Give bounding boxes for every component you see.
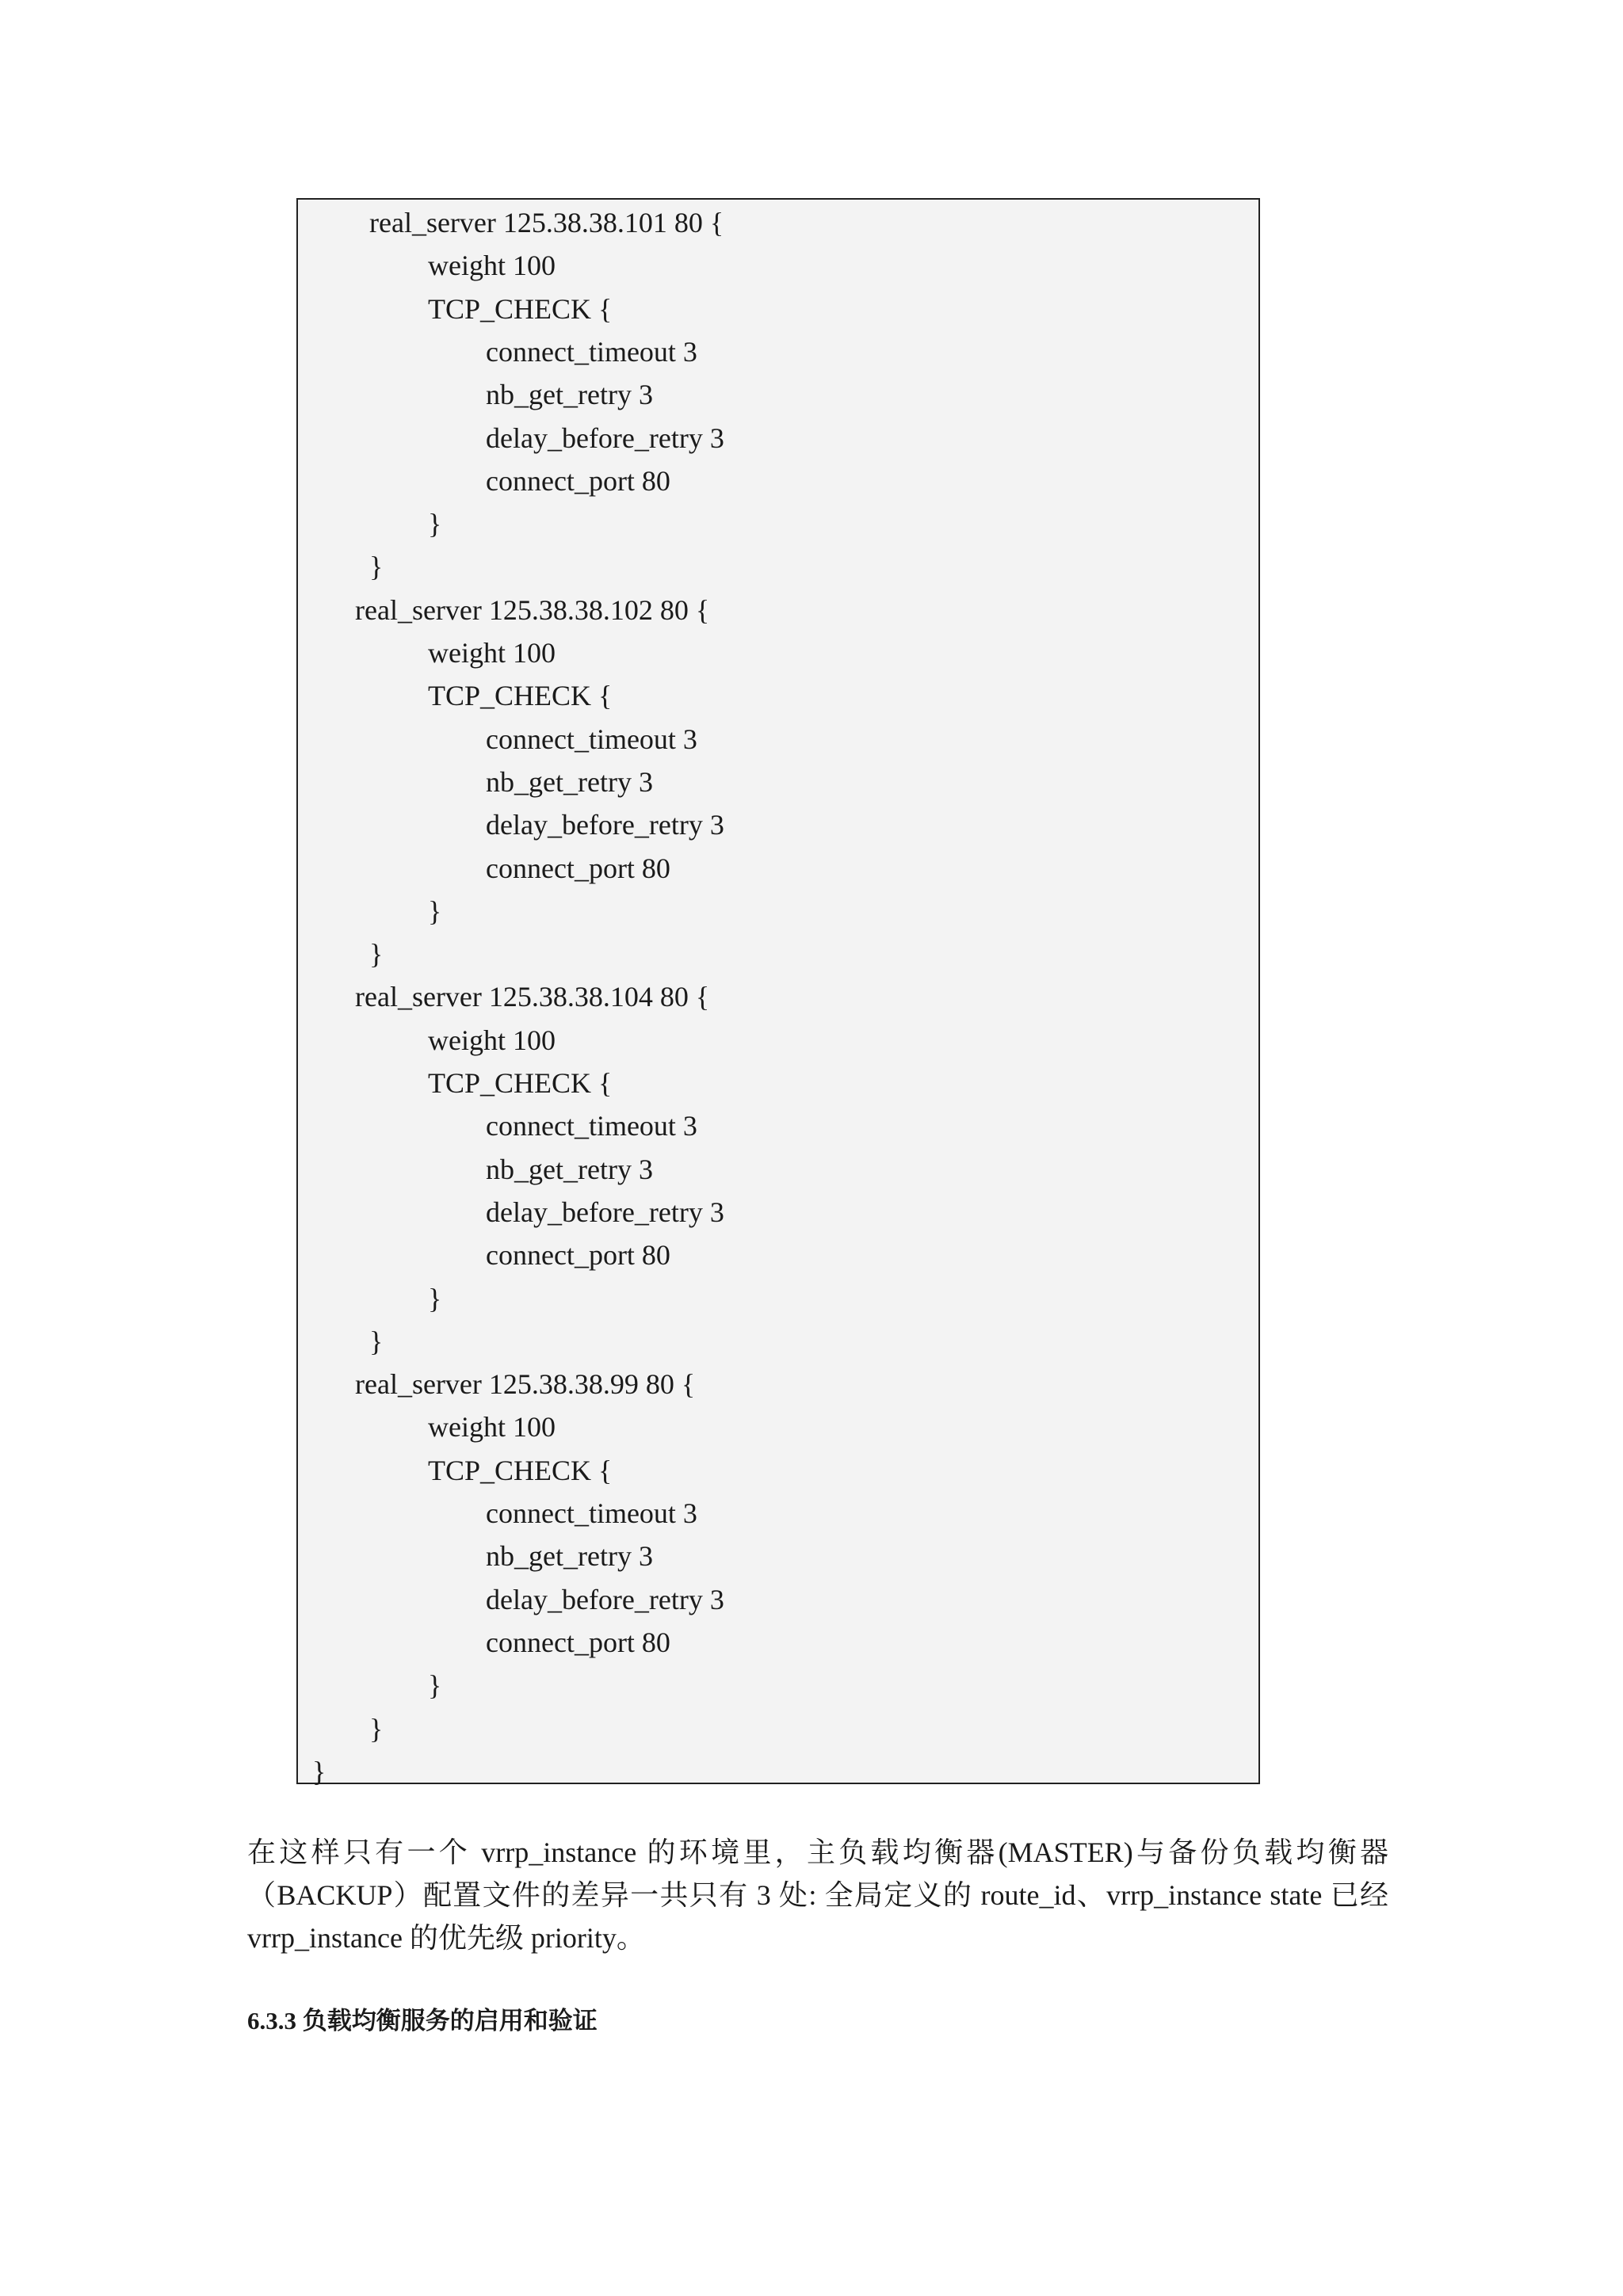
code-line: nb_get_retry 3 bbox=[486, 766, 653, 798]
code-line: } bbox=[312, 1756, 327, 1787]
code-line: } bbox=[428, 895, 442, 927]
body-paragraph-line-2: （BACKUP）配置文件的差异一共只有 3 处: 全局定义的 route_id、vrrp_instance state 已经 bbox=[247, 1879, 1388, 1911]
code-line: delay_before_retry 3 bbox=[486, 422, 724, 454]
code-line: } bbox=[428, 1669, 442, 1701]
code-line: } bbox=[428, 508, 442, 540]
code-line: weight 100 bbox=[428, 250, 556, 281]
code-line: TCP_CHECK { bbox=[428, 1455, 613, 1486]
code-line: TCP_CHECK { bbox=[428, 1067, 613, 1099]
code-line: } bbox=[369, 551, 384, 582]
code-line: } bbox=[369, 1713, 384, 1745]
code-line: TCP_CHECK { bbox=[428, 680, 613, 711]
body-paragraph-line-1: 在这样只有一个 vrrp_instance 的环境里，主负载均衡器(MASTER)与备份负载均衡器 bbox=[247, 1836, 1388, 1868]
body-paragraph-line-3: vrrp_instance 的优先级 priority。 bbox=[247, 1922, 645, 1954]
code-line: } bbox=[428, 1283, 442, 1314]
code-line: real_server 125.38.38.104 80 { bbox=[355, 981, 710, 1013]
code-line: delay_before_retry 3 bbox=[486, 1196, 724, 1228]
code-line: } bbox=[369, 1325, 384, 1357]
code-line: nb_get_retry 3 bbox=[486, 379, 653, 410]
code-line: nb_get_retry 3 bbox=[486, 1154, 653, 1185]
code-line: connect_port 80 bbox=[486, 465, 670, 497]
code-line: nb_get_retry 3 bbox=[486, 1540, 653, 1572]
code-line: connect_timeout 3 bbox=[486, 723, 697, 755]
code-line: connect_timeout 3 bbox=[486, 336, 697, 368]
code-line: connect_port 80 bbox=[486, 1239, 670, 1271]
code-line: connect_timeout 3 bbox=[486, 1110, 697, 1142]
code-line: real_server 125.38.38.102 80 { bbox=[355, 594, 710, 626]
code-line: delay_before_retry 3 bbox=[486, 1584, 724, 1615]
code-line: } bbox=[369, 938, 384, 970]
code-line: delay_before_retry 3 bbox=[486, 809, 724, 841]
code-line: connect_port 80 bbox=[486, 1627, 670, 1658]
section-heading: 6.3.3 负载均衡服务的启用和验证 bbox=[247, 2007, 598, 2035]
code-line: weight 100 bbox=[428, 1024, 556, 1056]
code-line: real_server 125.38.38.101 80 { bbox=[369, 207, 724, 238]
code-line: connect_timeout 3 bbox=[486, 1497, 697, 1529]
code-line: TCP_CHECK { bbox=[428, 293, 613, 325]
code-line: real_server 125.38.38.99 80 { bbox=[355, 1368, 696, 1400]
code-line: weight 100 bbox=[428, 637, 556, 669]
code-line: weight 100 bbox=[428, 1411, 556, 1443]
code-line: connect_port 80 bbox=[486, 852, 670, 884]
